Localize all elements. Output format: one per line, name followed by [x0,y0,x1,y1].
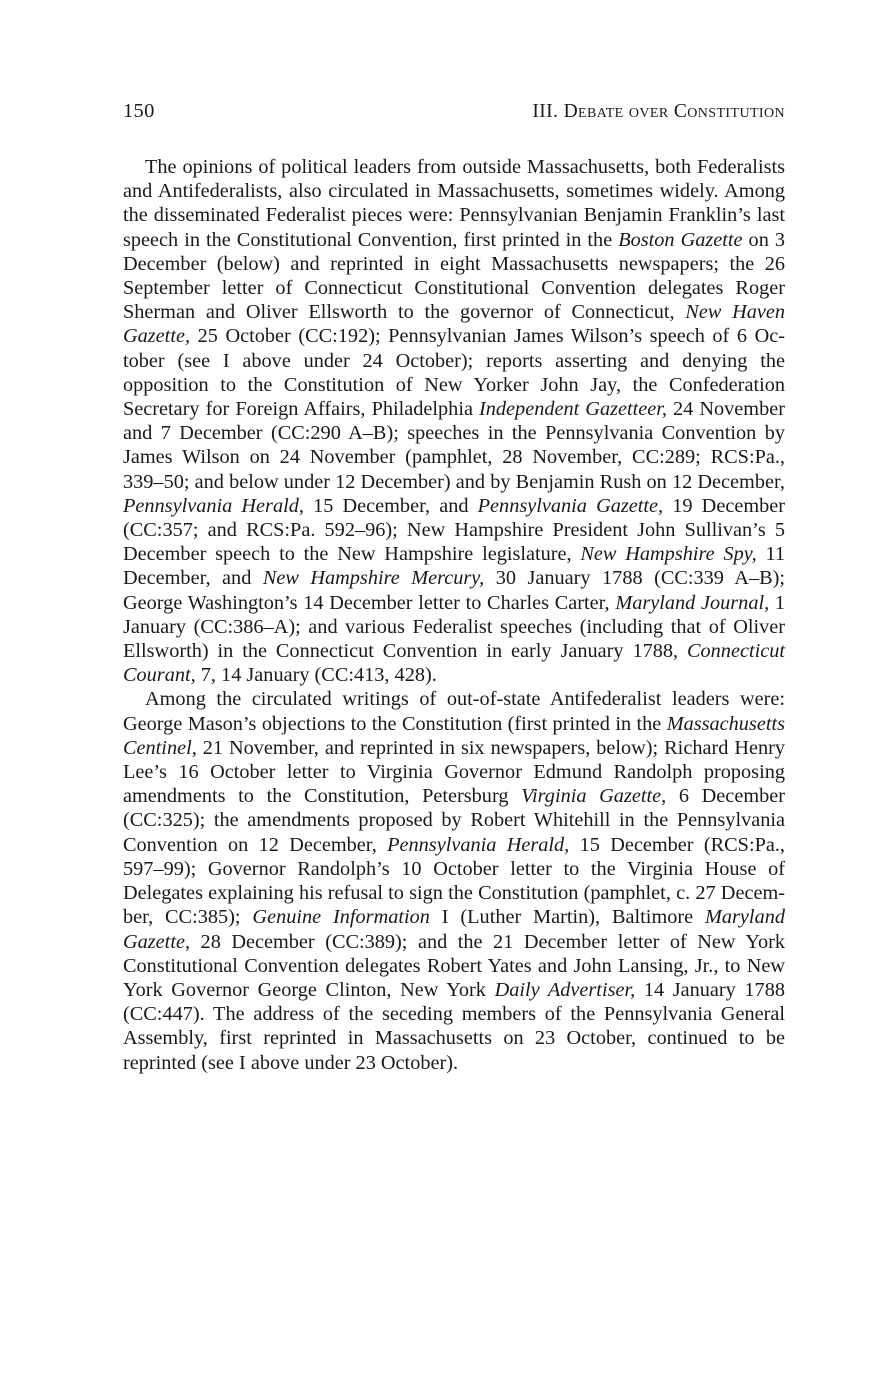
text-run: 1 January (CC:386–A); and various Federalist speeches (including that of Oliver Ellsworth) in the Connecticut Convention in early January 1788, [123,591,786,663]
italic-title: Boston Gazette [618,228,743,251]
italic-title: Maryland Journal, [615,591,770,614]
text-run: on 3 December (below) and reprinted in eight Massachusetts newspapers; the 26 September letter of Connecticut Constitutional Convention delegates Roger Sherman and Oliver Ellsworth to the governor of Connecticut, [123,228,785,324]
text-run: 28 December (CC:389); and the 21 December letter of New York Constitutional Convention delegates Robert Yates and John Lansing, Jr., to New York Governor George Clinton, New York [123,930,785,1001]
book-page [123,100,785,1075]
italic-title: Virginia Gazette, [521,785,667,808]
italic-title: Massachusetts Centinel, [123,712,785,759]
italic-title: New Hampshire Mercury, [262,567,485,590]
italic-title: Maryland Gazette, [123,906,785,953]
paragraph-antifederalist-writings [123,687,785,1074]
italic-title: Genuine Information [252,906,430,929]
body-text [123,155,785,1075]
text-run: 19 December (CC:357; and RCS:Pa. 592–96); New Hampshire President John Sullivan’s 5 December speech to the New Hampshire legislature, [123,494,786,566]
text-run: 15 December, and [303,494,478,517]
text-run: 7, 14 January (CC:413, 428). [195,664,437,687]
text-run: 24 November and 7 December (CC:290 A–B); speeches in the Pennsylvania Convention by James Wilson on 24 November (pamphlet, 28 November, CC:289; RCS:Pa., 339–50; and below under 12 December) and by Benjamin Rush on 12 December, [123,398,785,493]
text-run: 30 January 1788 (CC:339 A–B); George Washington’s 14 December letter to Charles Carter, [123,567,785,614]
italic-title: Pennsylvania Gazette, [477,494,664,517]
page-number: 150 [123,100,155,122]
italic-title: New Haven Gazette, [123,301,786,348]
section-title: III. Debate over Constitution [532,101,785,122]
text-run: 11 December, and [123,543,785,590]
text-run: Among the circulated writings of out-of-state Antifederalist leaders were: George Mason’s objections to the Constitution (first printed in the [123,688,785,735]
italic-title: Connecticut Courant, [123,640,785,687]
text-run: I (Luther Martin), Baltimore [429,906,705,929]
text-run: The opinions of political leaders from outside Massachusetts, both Federalists and Antifederalists, also circulated in Massachusetts, sometimes widely. Among the disseminated Federalist pieces were: Pennsylvanian Benjamin Franklin’s last speech in the Constitutional Convention, first printed in the [123,156,785,251]
running-head [123,100,785,140]
text-run: 15 December (RCS:Pa., 597–99); Governor Randolph’s 10 October letter to the Virginia House of Delegates explaining his refusal to sign the Constitution (pamphlet, c. 27 December, CC:385); [123,833,785,929]
italic-title: Daily Advertiser, [494,978,636,1001]
text-run: 25 October (CC:192); Pennsylvanian James Wilson’s speech of 6 October (see I above under 24 October); reports asserting and denying the opposition to the Constitution of New Yorker John Jay, the Confederation Secretary for Foreign Affairs, Philadelphia [123,325,785,421]
italic-title: Pennsylvania Herald, [387,833,570,856]
italic-title: New Hampshire Spy, [580,543,757,566]
text-run: 21 November, and reprinted in six newspapers, below); Richard Henry Lee’s 16 October letter to Virginia Governor Edmund Randolph proposing amendments to the Constitution, Petersburg [123,736,785,808]
paragraph-federalist-pieces [123,155,785,687]
italic-title: Pennsylvania Herald, [123,494,304,517]
text-run: 14 January 1788 (CC:447). The address of the seceding members of the Pennsylvania General Assembly, first reprinted in Massachusetts on 23 October, continued to be reprinted (see I above under 23 October). [123,978,785,1074]
text-run: 6 December (CC:325); the amendments proposed by Robert Whitehill in the Pennsylvania Convention on 12 December, [123,785,785,856]
italic-title: Independent Gazetteer, [479,398,667,421]
